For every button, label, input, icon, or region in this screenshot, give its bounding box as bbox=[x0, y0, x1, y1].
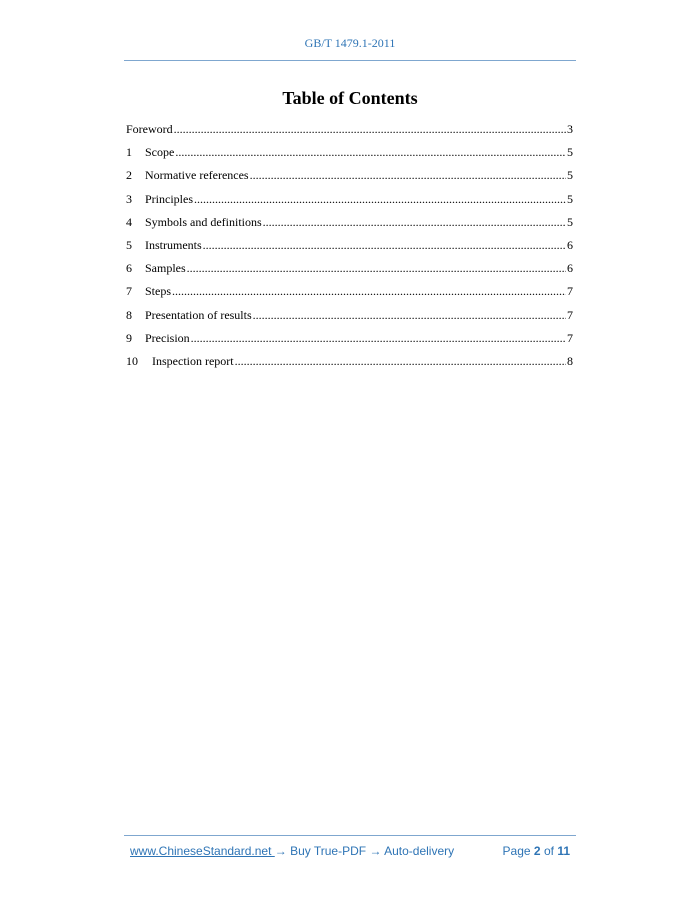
toc-leader-dots bbox=[194, 191, 566, 208]
toc-entry-number: 9 bbox=[126, 330, 132, 345]
toc-leader-dots bbox=[174, 121, 566, 138]
toc-leader-dots bbox=[235, 353, 566, 370]
toc-entry-page: 8 bbox=[567, 353, 573, 368]
arrow-right-icon: → bbox=[274, 844, 287, 858]
toc-entry-text: Instruments bbox=[145, 237, 202, 252]
arrow-right-icon: → bbox=[369, 844, 382, 858]
footer-delivery-text: Auto-delivery bbox=[381, 844, 455, 858]
toc-entry-symbols-and-definitions[interactable] bbox=[126, 214, 573, 237]
toc-entry-inspection-report[interactable] bbox=[126, 353, 573, 376]
toc-entry-number: 2 bbox=[126, 168, 132, 183]
toc-entry-text: Symbols and definitions bbox=[145, 214, 262, 229]
toc-entry-precision[interactable] bbox=[126, 330, 573, 353]
toc-title: Table of Contents bbox=[282, 88, 418, 108]
page-total-number: 11 bbox=[557, 844, 570, 858]
toc-entry-number: 3 bbox=[126, 191, 132, 206]
toc-entry-text: Samples bbox=[145, 261, 186, 276]
toc-leader-dots bbox=[253, 307, 566, 324]
toc-entry-number: 6 bbox=[126, 261, 132, 276]
page-footer bbox=[130, 844, 570, 862]
toc-entry-page: 7 bbox=[567, 330, 573, 345]
toc-entry-page: 5 bbox=[567, 214, 573, 229]
toc-entry-number: 4 bbox=[126, 214, 132, 229]
toc-entry-presentation-of-results[interactable] bbox=[126, 307, 573, 330]
chinesestandard-link[interactable]: www.ChineseStandard.net bbox=[130, 844, 275, 858]
page-header-standard-code: GB/T 1479.1-2011 bbox=[304, 36, 396, 50]
toc-entry-samples[interactable] bbox=[126, 260, 573, 283]
toc-entry-text: Principles bbox=[145, 191, 193, 206]
footer-promo bbox=[130, 844, 454, 858]
toc-entry-text: Foreword bbox=[126, 122, 173, 136]
toc-leader-dots bbox=[191, 330, 566, 347]
toc-list bbox=[126, 121, 573, 376]
toc-entry-page: 7 bbox=[567, 307, 573, 322]
toc-entry-page: 6 bbox=[567, 237, 573, 252]
toc-leader-dots bbox=[187, 260, 566, 277]
toc-entry-text: Inspection report bbox=[152, 353, 234, 368]
toc-entry-text: Steps bbox=[145, 284, 172, 299]
toc-entry-principles[interactable] bbox=[126, 191, 573, 214]
toc-entry-normative-references[interactable] bbox=[126, 167, 573, 190]
toc-entry-steps[interactable] bbox=[126, 283, 573, 306]
toc-entry-number: 1 bbox=[126, 145, 132, 160]
footer-buy-text: Buy True-PDF bbox=[286, 844, 370, 858]
toc-entry-page: 5 bbox=[567, 145, 573, 160]
toc-entry-foreword[interactable] bbox=[126, 121, 573, 144]
toc-entry-text: Normative references bbox=[145, 168, 249, 183]
toc-entry-page: 5 bbox=[567, 168, 573, 183]
toc-entry-number: 10 bbox=[126, 353, 138, 368]
toc-entry-number: 5 bbox=[126, 237, 132, 252]
toc-entry-page: 5 bbox=[567, 191, 573, 206]
footer-divider bbox=[124, 835, 576, 836]
toc-entry-page: 7 bbox=[567, 284, 573, 299]
toc-leader-dots bbox=[175, 144, 566, 161]
page-label: Page bbox=[502, 844, 531, 858]
toc-entry-scope[interactable] bbox=[126, 144, 573, 167]
toc-leader-dots bbox=[203, 237, 566, 254]
toc-leader-dots bbox=[263, 214, 566, 231]
toc-entry-text: Presentation of results bbox=[145, 307, 252, 322]
toc-entry-text: Scope bbox=[145, 145, 175, 160]
toc-entry-text: Precision bbox=[145, 330, 190, 345]
page-current-number: 2 bbox=[533, 844, 541, 858]
toc-entry-number: 7 bbox=[126, 284, 132, 299]
toc-leader-dots bbox=[172, 283, 566, 300]
toc-entry-instruments[interactable] bbox=[126, 237, 573, 260]
page-counter bbox=[503, 844, 570, 858]
of-label: of bbox=[543, 844, 554, 858]
toc-entry-page: 3 bbox=[567, 122, 573, 136]
header-divider bbox=[124, 60, 576, 61]
toc-leader-dots bbox=[250, 167, 566, 184]
toc-entry-page: 6 bbox=[567, 261, 573, 276]
toc-entry-number: 8 bbox=[126, 307, 132, 322]
